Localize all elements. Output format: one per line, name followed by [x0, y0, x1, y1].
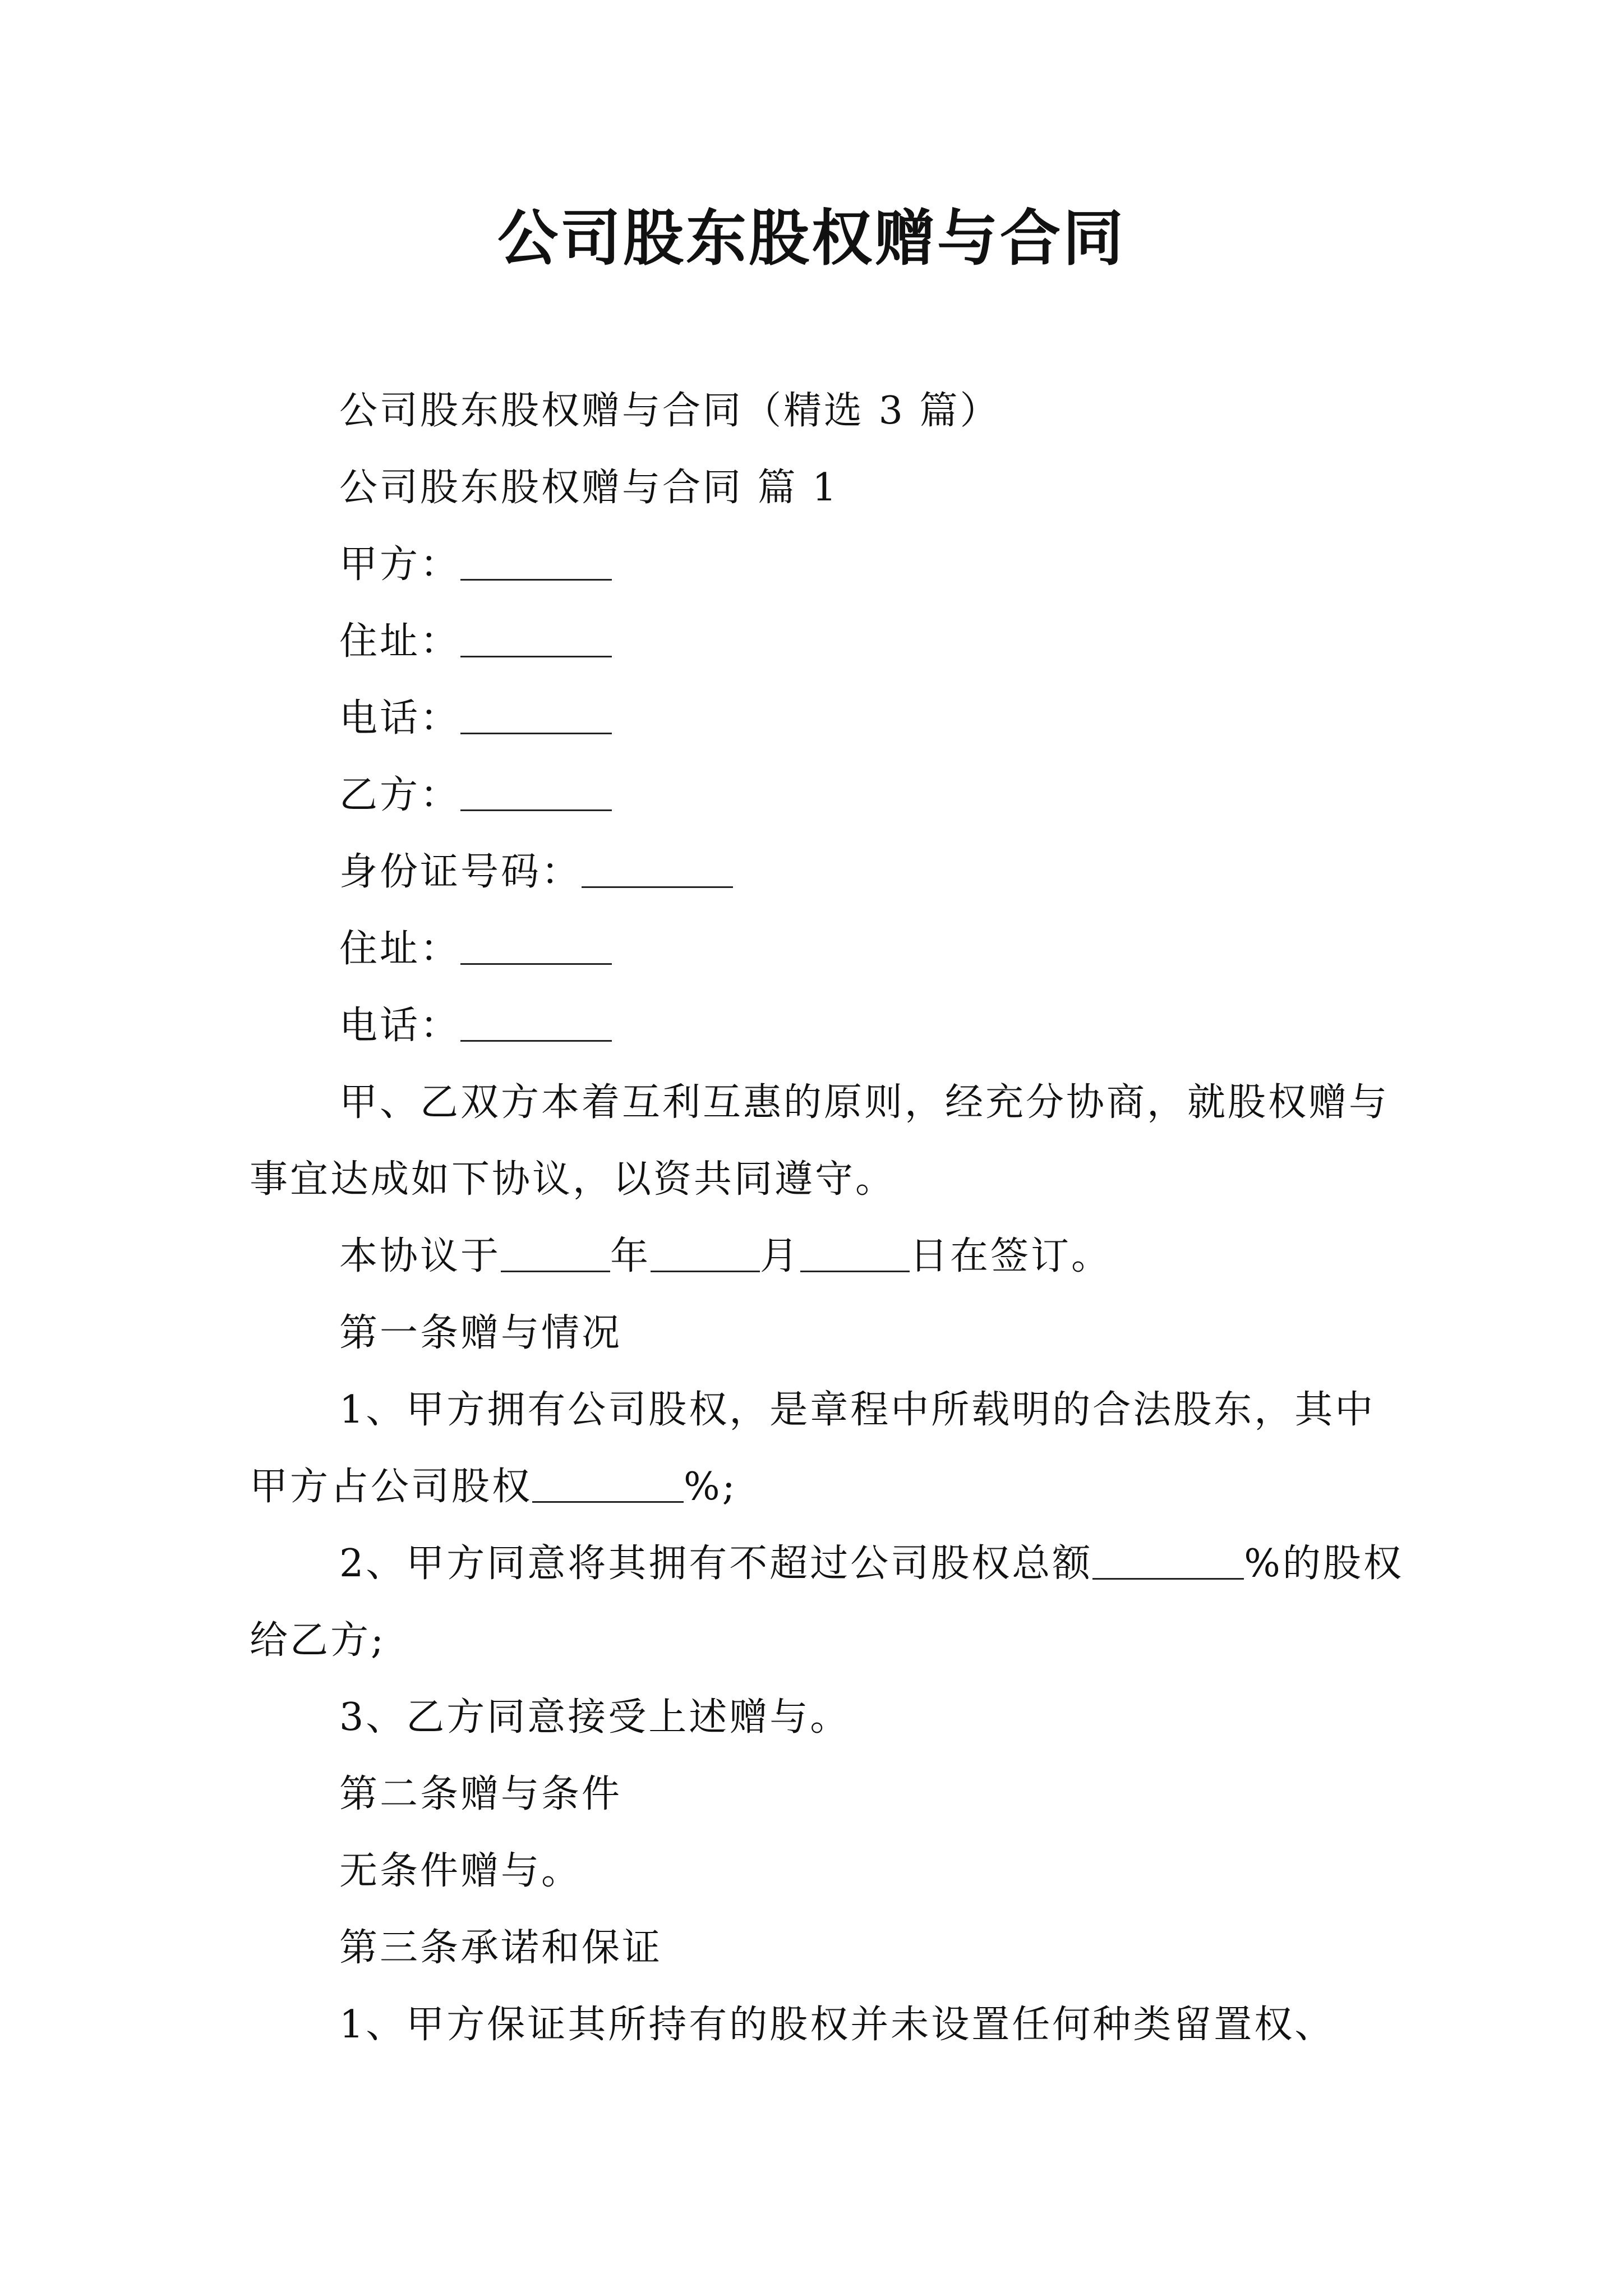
blank-line — [460, 1005, 612, 1042]
field-label: 电话： — [339, 696, 461, 740]
field-phone-b — [250, 987, 1405, 1064]
blank-line — [460, 698, 612, 734]
article1-item3: 3、乙方同意接受上述赠与。 — [339, 1695, 851, 1740]
article2-content: 无条件赠与。 — [339, 1849, 582, 1893]
subtitle: 公司股东股权赠与合同（精选 3 篇） — [339, 389, 1000, 433]
field-address-b — [250, 910, 1405, 987]
field-label: 电话： — [339, 1004, 461, 1048]
field-party-a — [250, 526, 1405, 603]
field-label: 甲方： — [339, 542, 461, 587]
blank-line — [460, 928, 612, 965]
field-phone-a — [250, 680, 1405, 757]
article1-item2 — [250, 1525, 1405, 1679]
article1-item1-text: 1、甲方拥有公司股权，是章程中所载明的合法股东，其中甲方占公司股权 — [250, 1388, 1376, 1509]
blank-line — [460, 544, 612, 581]
blank-line — [501, 1236, 610, 1272]
date-suffix: 日在签订。 — [910, 1234, 1112, 1278]
field-label: 身份证号码： — [339, 850, 582, 894]
field-party-b — [250, 757, 1405, 834]
article3-heading: 第三条承诺和保证 — [339, 1926, 663, 1970]
date-prefix: 本协议于 — [339, 1234, 501, 1278]
field-label: 住址： — [339, 927, 461, 971]
date-line — [250, 1218, 1405, 1295]
blank-line — [460, 621, 612, 657]
blank-line — [651, 1236, 760, 1272]
article1-item2-suffix: %的股权给乙方; — [250, 1542, 1404, 1663]
blank-line — [800, 1236, 910, 1272]
intro-paragraph: 甲、乙双方本着互利互惠的原则，经充分协商，就股权赠与事宜达成如下协议，以资共同遵守。 — [250, 1080, 1390, 1202]
date-month: 月 — [760, 1234, 801, 1278]
blank-line — [460, 775, 612, 811]
field-label: 住址： — [339, 619, 461, 664]
article3-item1: 1、甲方保证其所持有的股权并未设置任何种类留置权、 — [339, 2003, 1335, 2047]
field-id-number — [250, 834, 1405, 910]
blank-line — [1092, 1543, 1244, 1580]
article1-item2-text: 2、甲方同意将其拥有不超过公司股权总额 — [339, 1542, 1093, 1586]
article1-item1-suffix: %; — [684, 1465, 737, 1509]
article1-item1 — [250, 1372, 1405, 1525]
date-year: 年 — [610, 1234, 651, 1278]
document-title: 公司股东股权赠与合同 — [497, 203, 1126, 274]
blank-line — [532, 1466, 684, 1503]
field-address-a — [250, 603, 1405, 680]
field-label: 乙方： — [339, 773, 461, 817]
article2-heading: 第二条赠与条件 — [339, 1772, 623, 1816]
section-heading: 公司股东股权赠与合同 篇 1 — [339, 466, 839, 510]
document-body — [250, 372, 1405, 2063]
article1-heading: 第一条赠与情况 — [339, 1311, 623, 1355]
blank-line — [582, 852, 733, 888]
